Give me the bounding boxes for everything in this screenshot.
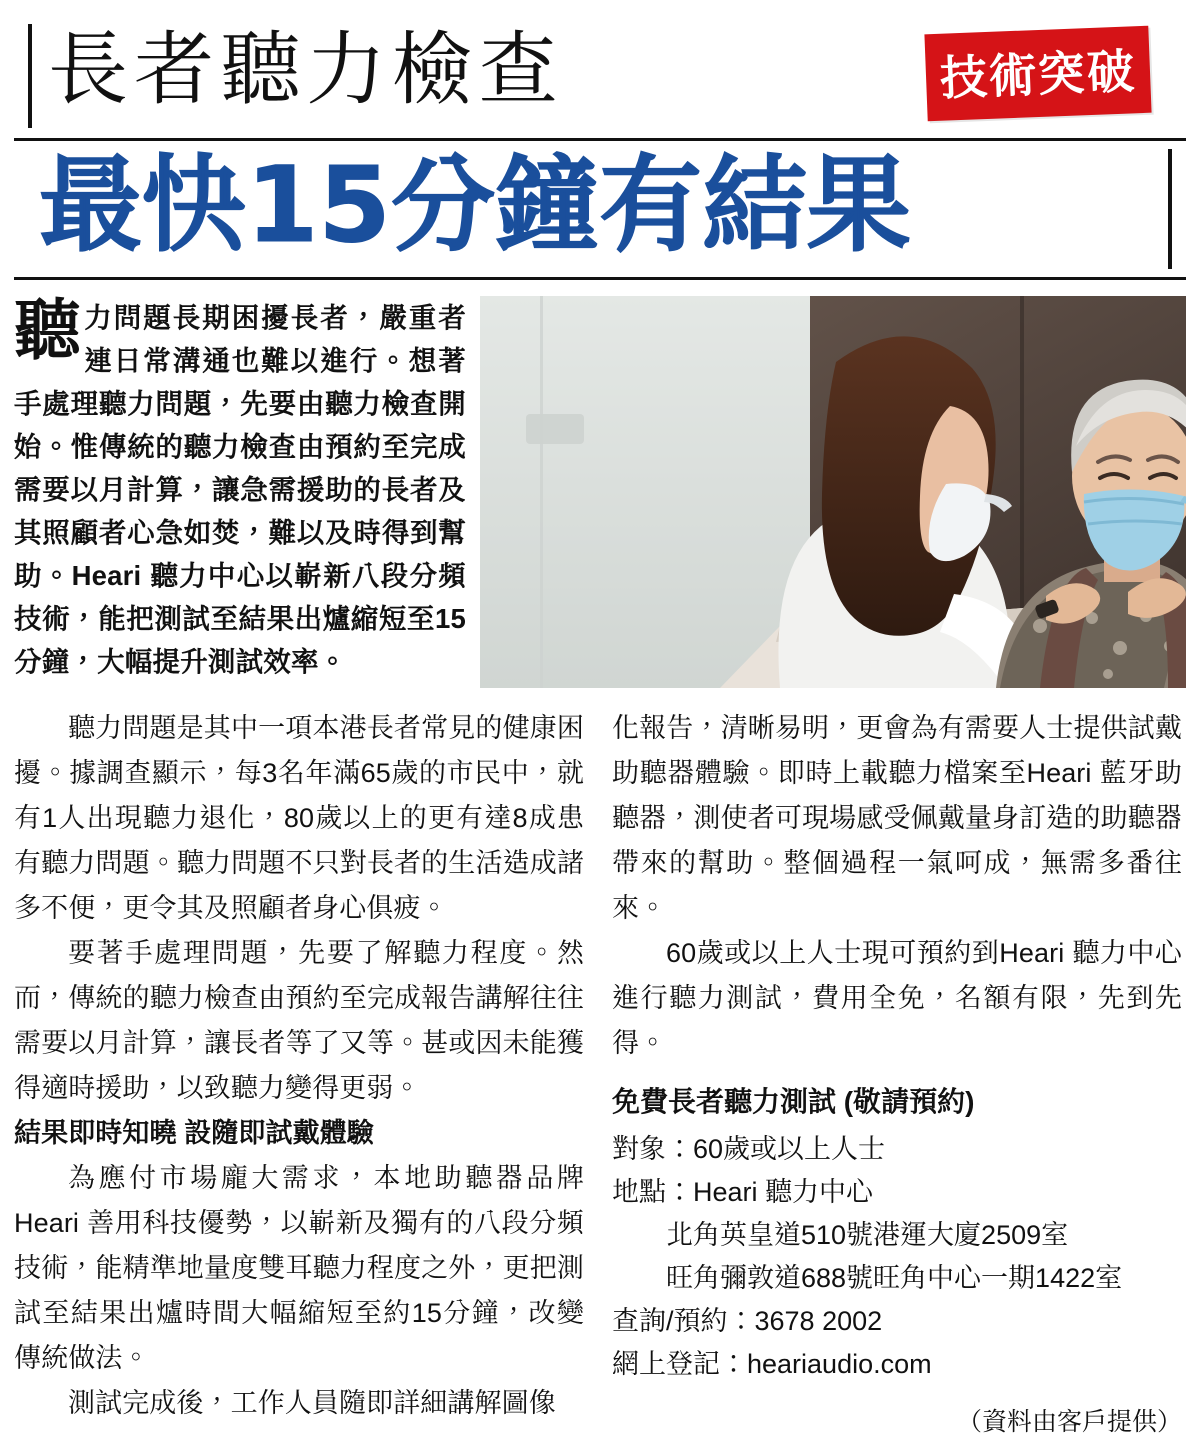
kicker-left-rule [28, 24, 32, 128]
info-line-address-mong-kok: 旺角彌敦道688號旺角中心一期1422室 [666, 1263, 1123, 1293]
headline-right-rule [1168, 149, 1172, 269]
paragraph: 要著手處理問題，先要了解聽力程度。然而，傳統的聽力檢查由預約至完成報告講解往往需要以月計算，讓長者等了又等。甚或因未能獲得適時援助，以致聽力變得更弱。 [14, 938, 584, 1103]
info-line-phone[interactable]: 查詢/預約：3678 2002 [612, 1306, 883, 1336]
photo-illustration [480, 296, 1186, 688]
lede-body-text: 力問題長期困擾長者，嚴重者連日常溝通也難以進行。想著手處理聽力問題，先要由聽力檢查開始。惟傳統的聽力檢查由預約至完成需要以月計算，讓急需援助的長者及其照顧者心急如焚，難以及時得到幫助。Heari 聽力中心以嶄新八段分頻技術，能把測試至結果出爐縮短至15分鐘，大幅提升測試效率。 [14, 302, 466, 677]
paragraph: 60歲或以上人士現可預約到Heari 聽力中心進行聽力測試，費用全免，名額有限，先到先得。 [612, 938, 1182, 1058]
info-block-title: 免費長者聽力測試 (敬請預約) [612, 1086, 975, 1117]
paragraph: 聽力問題是其中一項本港長者常見的健康困擾。據調查顯示，每3名年滿65歲的市民中，就有1人出現聽力退化，80歲以上的更有達8成患有聽力問題。聽力問題不只對長者的生活造成諸多不便，更令其及照顧者身心俱疲。 [14, 713, 584, 923]
paragraph: 化報告，清晰易明，更會為有需要人士提供試戴助聽器體驗。即時上載聽力檔案至Heari 藍牙助聽器，測使者可現場感受佩戴量身訂造的助聽器帶來的幫助。整個過程一氣呵成，無需多番往來。 [612, 713, 1182, 923]
page-title: 最快15分鐘有結果 [38, 144, 911, 266]
masthead [14, 0, 1186, 280]
article-photo [480, 296, 1186, 688]
source-credit: （資料由客戶提供） [956, 1408, 1182, 1436]
section-subheading: 結果即時知曉 設隨即試戴體驗 [14, 1118, 374, 1148]
info-line-address-north-point: 北角英皇道510號港運大廈2509室 [666, 1220, 1069, 1250]
info-line-venue: 地點：Heari 聽力中心 [612, 1177, 874, 1207]
lede-block [14, 292, 1186, 688]
column-right [612, 706, 1182, 1446]
column-left [14, 706, 584, 1446]
paragraph: 為應付市場龐大需求，本地助聽器品牌Heari 善用科技優勢，以嶄新及獨有的八段分頻技術，能精準地量度雙耳聽力程度之外，更把測試至結果出爐時間大幅縮短至約15分鐘，改變傳統做法。 [14, 1163, 584, 1373]
kicker-row [14, 18, 1186, 141]
info-line-website[interactable]: 網上登記：heariaudio.com [612, 1349, 932, 1379]
drop-cap: 聽 [14, 292, 81, 369]
paragraph: 測試完成後，工作人員隨即詳細講解圖像 [68, 1388, 556, 1418]
lede-paragraph [14, 292, 466, 688]
body-columns [14, 706, 1186, 1446]
kicker-title: 長者聽力檢查 [48, 23, 564, 116]
info-line-target: 對象：60歲或以上人士 [612, 1134, 886, 1164]
headline-row [14, 141, 1186, 280]
status-badge: 技術突破 [924, 26, 1151, 122]
